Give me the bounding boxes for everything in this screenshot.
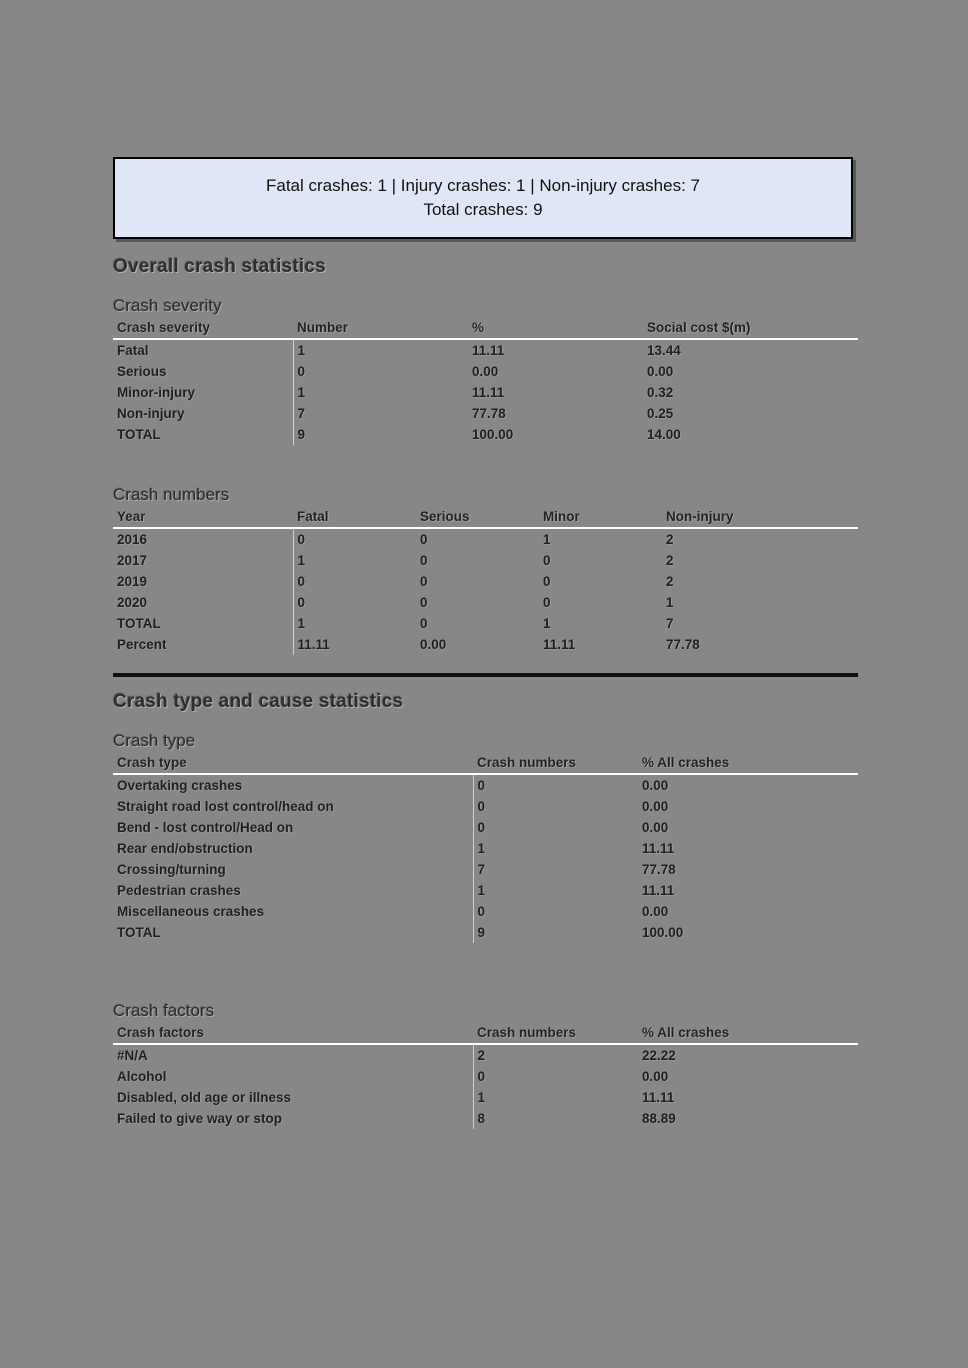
cell: 0.00 (647, 364, 674, 379)
cell: 7 (293, 403, 468, 424)
table-row (113, 528, 858, 550)
cell: 2016 (117, 532, 148, 547)
column-header: Crash type (113, 753, 473, 774)
section-heading-overall: Overall crash statistics (113, 256, 326, 277)
cell: Minor-injury (117, 385, 195, 400)
cell: 0 (543, 595, 551, 610)
cell: 1 (543, 616, 551, 631)
table-row (113, 382, 858, 403)
table-row (113, 796, 858, 817)
summary-banner (113, 157, 853, 239)
cell: 8 (473, 1108, 638, 1129)
cell: 0 (543, 574, 551, 589)
table-title-crash-type: Crash type (113, 731, 196, 750)
cell: 1 (543, 532, 551, 547)
table-row-total (113, 613, 858, 634)
column-header: Serious (416, 507, 539, 528)
column-header: Year (113, 507, 293, 528)
table-crash-numbers (113, 507, 858, 655)
cell: 77.78 (666, 637, 700, 652)
cell: 0.00 (642, 1069, 669, 1084)
table-header-row (113, 318, 858, 339)
cell: 2 (666, 553, 674, 568)
cell: Non-injury (117, 406, 185, 421)
cell: 0 (293, 571, 416, 592)
cell: Bend - lost control/Head on (117, 820, 294, 835)
table-row (113, 1087, 858, 1108)
column-header: Non-injury (662, 507, 858, 528)
cell: 0.00 (642, 820, 669, 835)
table-row (113, 403, 858, 424)
cell: 7 (473, 859, 638, 880)
cell: 0.25 (647, 406, 674, 421)
table-row (113, 880, 858, 901)
cell: 22.22 (642, 1048, 676, 1063)
table-row (113, 1108, 858, 1129)
table-row (113, 571, 858, 592)
cell: Straight road lost control/head on (117, 799, 334, 814)
column-header: % All crashes (638, 1023, 858, 1044)
column-header: Number (293, 318, 468, 339)
table-row (113, 859, 858, 880)
report-content (113, 250, 858, 1129)
cell: 11.11 (472, 343, 505, 358)
cell: 11.11 (642, 1090, 675, 1105)
cell: 0 (293, 592, 416, 613)
table-title-crash-numbers: Crash numbers (113, 485, 230, 504)
column-header: Crash severity (113, 318, 293, 339)
cell: 0 (293, 361, 468, 382)
cell: 0 (420, 553, 428, 568)
cell: 0.00 (642, 799, 669, 814)
table-title-crash-factors: Crash factors (113, 1001, 215, 1020)
cell: 0 (420, 574, 428, 589)
cell: 0 (420, 532, 428, 547)
cell: 0 (473, 774, 638, 796)
cell: 1 (473, 1087, 638, 1108)
cell: 9 (293, 424, 468, 445)
cell: 0 (543, 553, 551, 568)
column-header: % (468, 318, 643, 339)
cell: 1 (293, 550, 416, 571)
cell: Overtaking crashes (117, 778, 243, 793)
cell: 100.00 (472, 427, 514, 442)
table-crash-type (113, 753, 858, 943)
cell: 0.00 (642, 904, 669, 919)
cell: 88.89 (642, 1111, 676, 1126)
cell: Rear end/obstruction (117, 841, 253, 856)
cell: TOTAL (117, 925, 161, 940)
cell: Pedestrian crashes (117, 883, 241, 898)
column-header: Minor (539, 507, 662, 528)
column-header: Crash numbers (473, 1023, 638, 1044)
cell: 2 (666, 532, 674, 547)
cell: 0.00 (420, 637, 447, 652)
table-row (113, 550, 858, 571)
table-row-total (113, 922, 858, 943)
cell: 13.44 (647, 343, 681, 358)
table-header-row (113, 507, 858, 528)
table-row (113, 1066, 858, 1087)
cell: 2 (473, 1044, 638, 1066)
table-title-crash-severity: Crash severity (113, 296, 222, 315)
cell: 1 (473, 880, 638, 901)
section-heading-type-cause: Crash type and cause statistics (113, 691, 404, 712)
cell: Failed to give way or stop (117, 1111, 283, 1126)
table-row (113, 901, 858, 922)
cell: 77.78 (642, 862, 676, 877)
cell: 11.11 (293, 634, 416, 655)
cell: Miscellaneous crashes (117, 904, 265, 919)
table-row (113, 1044, 858, 1066)
cell: 1 (473, 838, 638, 859)
table-row (113, 339, 858, 361)
section-divider (113, 673, 858, 677)
table-row (113, 592, 858, 613)
cell: TOTAL (117, 616, 161, 631)
cell: 14.00 (647, 427, 681, 442)
table-row-total (113, 424, 858, 445)
cell: Fatal (117, 343, 149, 358)
column-header: % All crashes (638, 753, 858, 774)
table-header-row (113, 1023, 858, 1044)
cell: 0 (293, 528, 416, 550)
cell: 1 (293, 382, 468, 403)
cell: 0 (420, 595, 428, 610)
cell: 0 (473, 817, 638, 838)
cell: 2017 (117, 553, 148, 568)
cell: TOTAL (117, 427, 161, 442)
cell: #N/A (117, 1048, 148, 1063)
table-crash-factors (113, 1023, 858, 1129)
cell: 2020 (117, 595, 148, 610)
table-row (113, 838, 858, 859)
cell: 2019 (117, 574, 148, 589)
cell: Crossing/turning (117, 862, 226, 877)
cell: 2 (666, 574, 674, 589)
cell: 0 (473, 796, 638, 817)
column-header: Fatal (293, 507, 416, 528)
table-row (113, 817, 858, 838)
cell: Disabled, old age or illness (117, 1090, 292, 1105)
cell: 0 (473, 1066, 638, 1087)
table-crash-severity (113, 318, 858, 445)
column-header: Crash factors (113, 1023, 473, 1044)
summary-line-counts: Fatal crashes: 1 | Injury crashes: 1 | Non-injury crashes: 7 (265, 176, 700, 195)
cell: 7 (666, 616, 674, 631)
cell: Alcohol (117, 1069, 167, 1084)
cell: 0.00 (472, 364, 499, 379)
cell: 0 (420, 616, 428, 631)
cell: 0 (473, 901, 638, 922)
cell: Serious (117, 364, 167, 379)
cell: 11.11 (642, 841, 675, 856)
cell: 100.00 (642, 925, 684, 940)
table-row (113, 361, 858, 382)
column-header: Social cost $(m) (643, 318, 858, 339)
cell: 1 (666, 595, 674, 610)
cell: 11.11 (642, 883, 675, 898)
cell: 0.00 (642, 778, 669, 793)
cell: 0.32 (647, 385, 674, 400)
cell: 11.11 (543, 637, 576, 652)
table-row-percent (113, 634, 858, 655)
column-header: Crash numbers (473, 753, 638, 774)
cell: 1 (293, 339, 468, 361)
table-header-row (113, 753, 858, 774)
cell: Percent (117, 637, 167, 652)
table-row (113, 774, 858, 796)
cell: 11.11 (472, 385, 505, 400)
cell: 77.78 (472, 406, 506, 421)
summary-line-total: Total crashes: 9 (423, 200, 543, 219)
cell: 9 (473, 922, 638, 943)
cell: 1 (293, 613, 416, 634)
